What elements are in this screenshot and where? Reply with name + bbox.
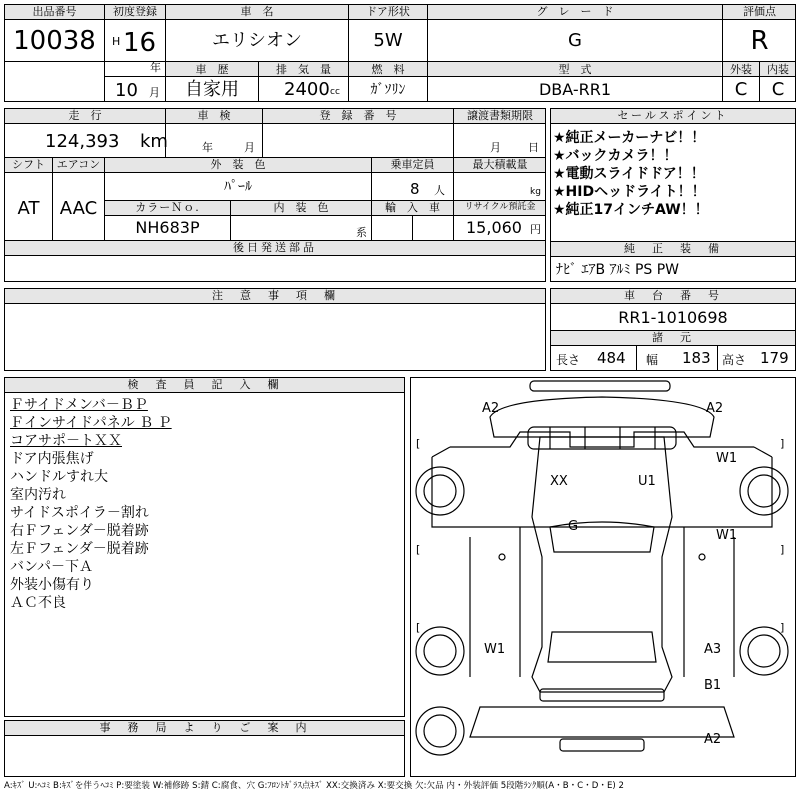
equipment-value: ﾅﾋﾞ ｴｱB ｱﾙﾐ PS PW (556, 262, 680, 278)
svg-text:[: [ (416, 437, 421, 450)
score-value: R (750, 26, 769, 56)
model-label: 型 式 (558, 63, 592, 76)
capacity-label: 乗車定員 (390, 158, 435, 171)
car-name-label: 車 名 (240, 5, 274, 18)
width-value: 183 (682, 349, 711, 367)
exterior-grade: C (734, 79, 748, 100)
inspection-label: 車 検 (197, 109, 231, 122)
caution-label: 注 意 事 項 欄 (5, 289, 545, 303)
note-line: Ｆインサイドパネル Ｂ Ｐ (10, 415, 172, 431)
sales-point-list (553, 129, 709, 219)
svg-text:]: ] (780, 621, 785, 634)
fuel-label: 燃 料 (371, 63, 405, 76)
office-label: 事 務 局 よ り ご 案 内 (5, 721, 404, 735)
sales-point-label: セールスポイント (551, 109, 795, 123)
color-label: 外 装 色 (210, 158, 266, 171)
damage-mark: A2 (482, 401, 500, 416)
int-color-label: 内 装 色 (273, 201, 329, 214)
later-parts-label: 後日発送部品 (5, 241, 545, 255)
transfer-day-unit: 日 (528, 141, 539, 154)
tire-outline (416, 627, 464, 675)
side-body-outline (432, 457, 772, 527)
damage-mark: B1 (704, 678, 722, 693)
lot-number: 10038 (13, 26, 96, 56)
reg-year: 16 (123, 28, 157, 58)
era: H (112, 35, 121, 48)
int-color-suffix: 系 (356, 226, 367, 239)
import-label: 輸 入 車 (385, 201, 440, 214)
exterior-label: 外装 (730, 63, 752, 76)
damage-mark: G (568, 519, 579, 534)
load-unit: kg (530, 187, 541, 197)
sales-point-item: ★純正17インチAW！！ (553, 202, 709, 218)
inspection-month-unit: 月 (244, 141, 255, 154)
ac-value: AAC (59, 198, 98, 219)
vehicle-info-section (4, 108, 546, 241)
model-value: DBA-RR1 (538, 80, 612, 99)
note-line: Ｆサイドメンバ－ＢＰ (10, 397, 148, 413)
history-value: 自家用 (185, 79, 239, 100)
reg-month: 10 (115, 80, 138, 101)
damage-mark: U1 (638, 474, 656, 489)
spare-tire-outline (416, 707, 464, 755)
displacement-value: 2400 (284, 79, 330, 100)
tire-outline (416, 467, 464, 515)
color-no-value: NH683P (135, 218, 200, 237)
rear-outline (470, 707, 734, 737)
sales-point-item: ★電動スライドドア！！ (553, 166, 705, 182)
note-line: ハンドルすれ大 (10, 469, 108, 485)
damage-mark: W1 (716, 528, 738, 543)
damage-mark: XX (550, 474, 568, 489)
dims-label: 諸 元 (551, 331, 795, 345)
damage-mark: W1 (716, 451, 738, 466)
door-label: ドア形状 (366, 5, 410, 18)
shift-value: AT (17, 198, 40, 219)
reg-year-unit: 年 (150, 61, 161, 74)
displacement-unit: cc (330, 87, 340, 97)
svg-text:]: ] (780, 543, 785, 556)
note-line: ドア内張焦げ (10, 451, 94, 467)
fuel-value: ｶﾞｿﾘﾝ (370, 82, 406, 98)
lot-label: 出品番号 (32, 5, 77, 18)
svg-text:[: [ (416, 543, 421, 556)
first-reg-label: 初度登録 (113, 5, 157, 18)
chassis-number: RR1-1010698 (618, 308, 728, 327)
recycle-unit: 円 (530, 223, 541, 236)
damage-mark: A2 (706, 401, 724, 416)
reg-month-unit: 月 (149, 86, 160, 99)
car-diagram (410, 377, 796, 777)
front-bumper-outline (530, 381, 670, 391)
grade-label: グ レ ー ド (536, 5, 614, 18)
history-label: 車 歴 (195, 63, 229, 76)
legend-text: A:ｷｽﾞ U:ﾍｺﾐ B:ｷｽﾞを伴うﾍｺﾐ P:要塗装 W:補修跡 S:錆 C:腐食、穴 G:ﾌﾛﾝﾄｶﾞﾗｽ点ｷｽﾞ XX:交換済み X:要交換 欠:欠品 内・外装評価 5段階ﾗﾝｸ順(A・B・C・D・E) 2 (4, 781, 624, 791)
color-value: ﾊﾟｰﾙ (224, 179, 252, 195)
height-label: 高さ (722, 353, 747, 367)
inspector-label: 検 査 員 記 入 欄 (5, 378, 404, 392)
mileage-unit: km (140, 131, 168, 152)
sales-point-item: ★HIDヘッドライト！！ (553, 184, 706, 200)
mileage-value: 124,393 (45, 131, 120, 152)
shift-label: シフト (12, 158, 45, 171)
height-value: 179 (760, 349, 789, 367)
transfer-month-unit: 月 (490, 141, 501, 154)
note-line: 右Ｆフェンダ－脱着跡 (10, 523, 149, 539)
interior-grade: C (771, 79, 785, 100)
width-label: 幅 (646, 353, 659, 367)
note-line: 左Ｆフェンダ－脱着跡 (10, 541, 149, 557)
length-label: 長さ (556, 353, 581, 367)
svg-text:]: ] (780, 437, 785, 450)
svg-text:[: [ (416, 621, 421, 634)
mileage-label: 走 行 (68, 109, 102, 122)
chassis-label: 車 台 番 号 (551, 289, 795, 303)
inspection-year-unit: 年 (202, 141, 213, 154)
interior-label: 内装 (767, 63, 789, 76)
capacity-value: 8 (410, 180, 420, 198)
transfer-label: 譲渡書類期限 (467, 109, 533, 122)
damage-mark: W1 (484, 642, 506, 657)
note-line: コアサポ－トＸＸ (10, 433, 122, 449)
note-line: サイドスポイラ－割れ (10, 505, 149, 521)
note-line: ＡＣ不良 (10, 595, 66, 611)
note-line: 外装小傷有り (10, 577, 94, 593)
door-value: 5W (373, 30, 403, 51)
tire-outline (740, 627, 788, 675)
inspector-notes (10, 396, 172, 612)
reg-no-label: 登 録 番 号 (319, 109, 397, 122)
note-line: バンパ－下Ａ (10, 559, 94, 575)
equipment-label: 純 正 装 備 (551, 242, 795, 256)
rear-window-outline (548, 632, 656, 662)
car-name: エリシオン (212, 30, 302, 51)
tire-outline (740, 467, 788, 515)
hood-outline (490, 397, 714, 437)
ac-label: エアコン (56, 158, 101, 171)
recycle-label: リサイクル預託金 (464, 202, 536, 212)
sales-point-item: ★純正メーカーナビ！！ (553, 130, 706, 146)
grade-value: G (568, 30, 582, 51)
length-value: 484 (597, 349, 626, 367)
damage-mark: A3 (704, 642, 722, 657)
damage-mark: A2 (704, 732, 722, 747)
recycle-value: 15,060 (466, 218, 522, 237)
displacement-label: 排 気 量 (276, 63, 331, 76)
note-line: 室内汚れ (10, 487, 66, 503)
sales-point-item: ★バックカメラ！！ (553, 148, 678, 164)
color-no-label: カラーＮｏ. (135, 201, 200, 214)
load-label: 最大積載量 (472, 158, 528, 171)
score-label: 評価点 (743, 5, 776, 18)
capacity-unit: 人 (434, 184, 445, 197)
